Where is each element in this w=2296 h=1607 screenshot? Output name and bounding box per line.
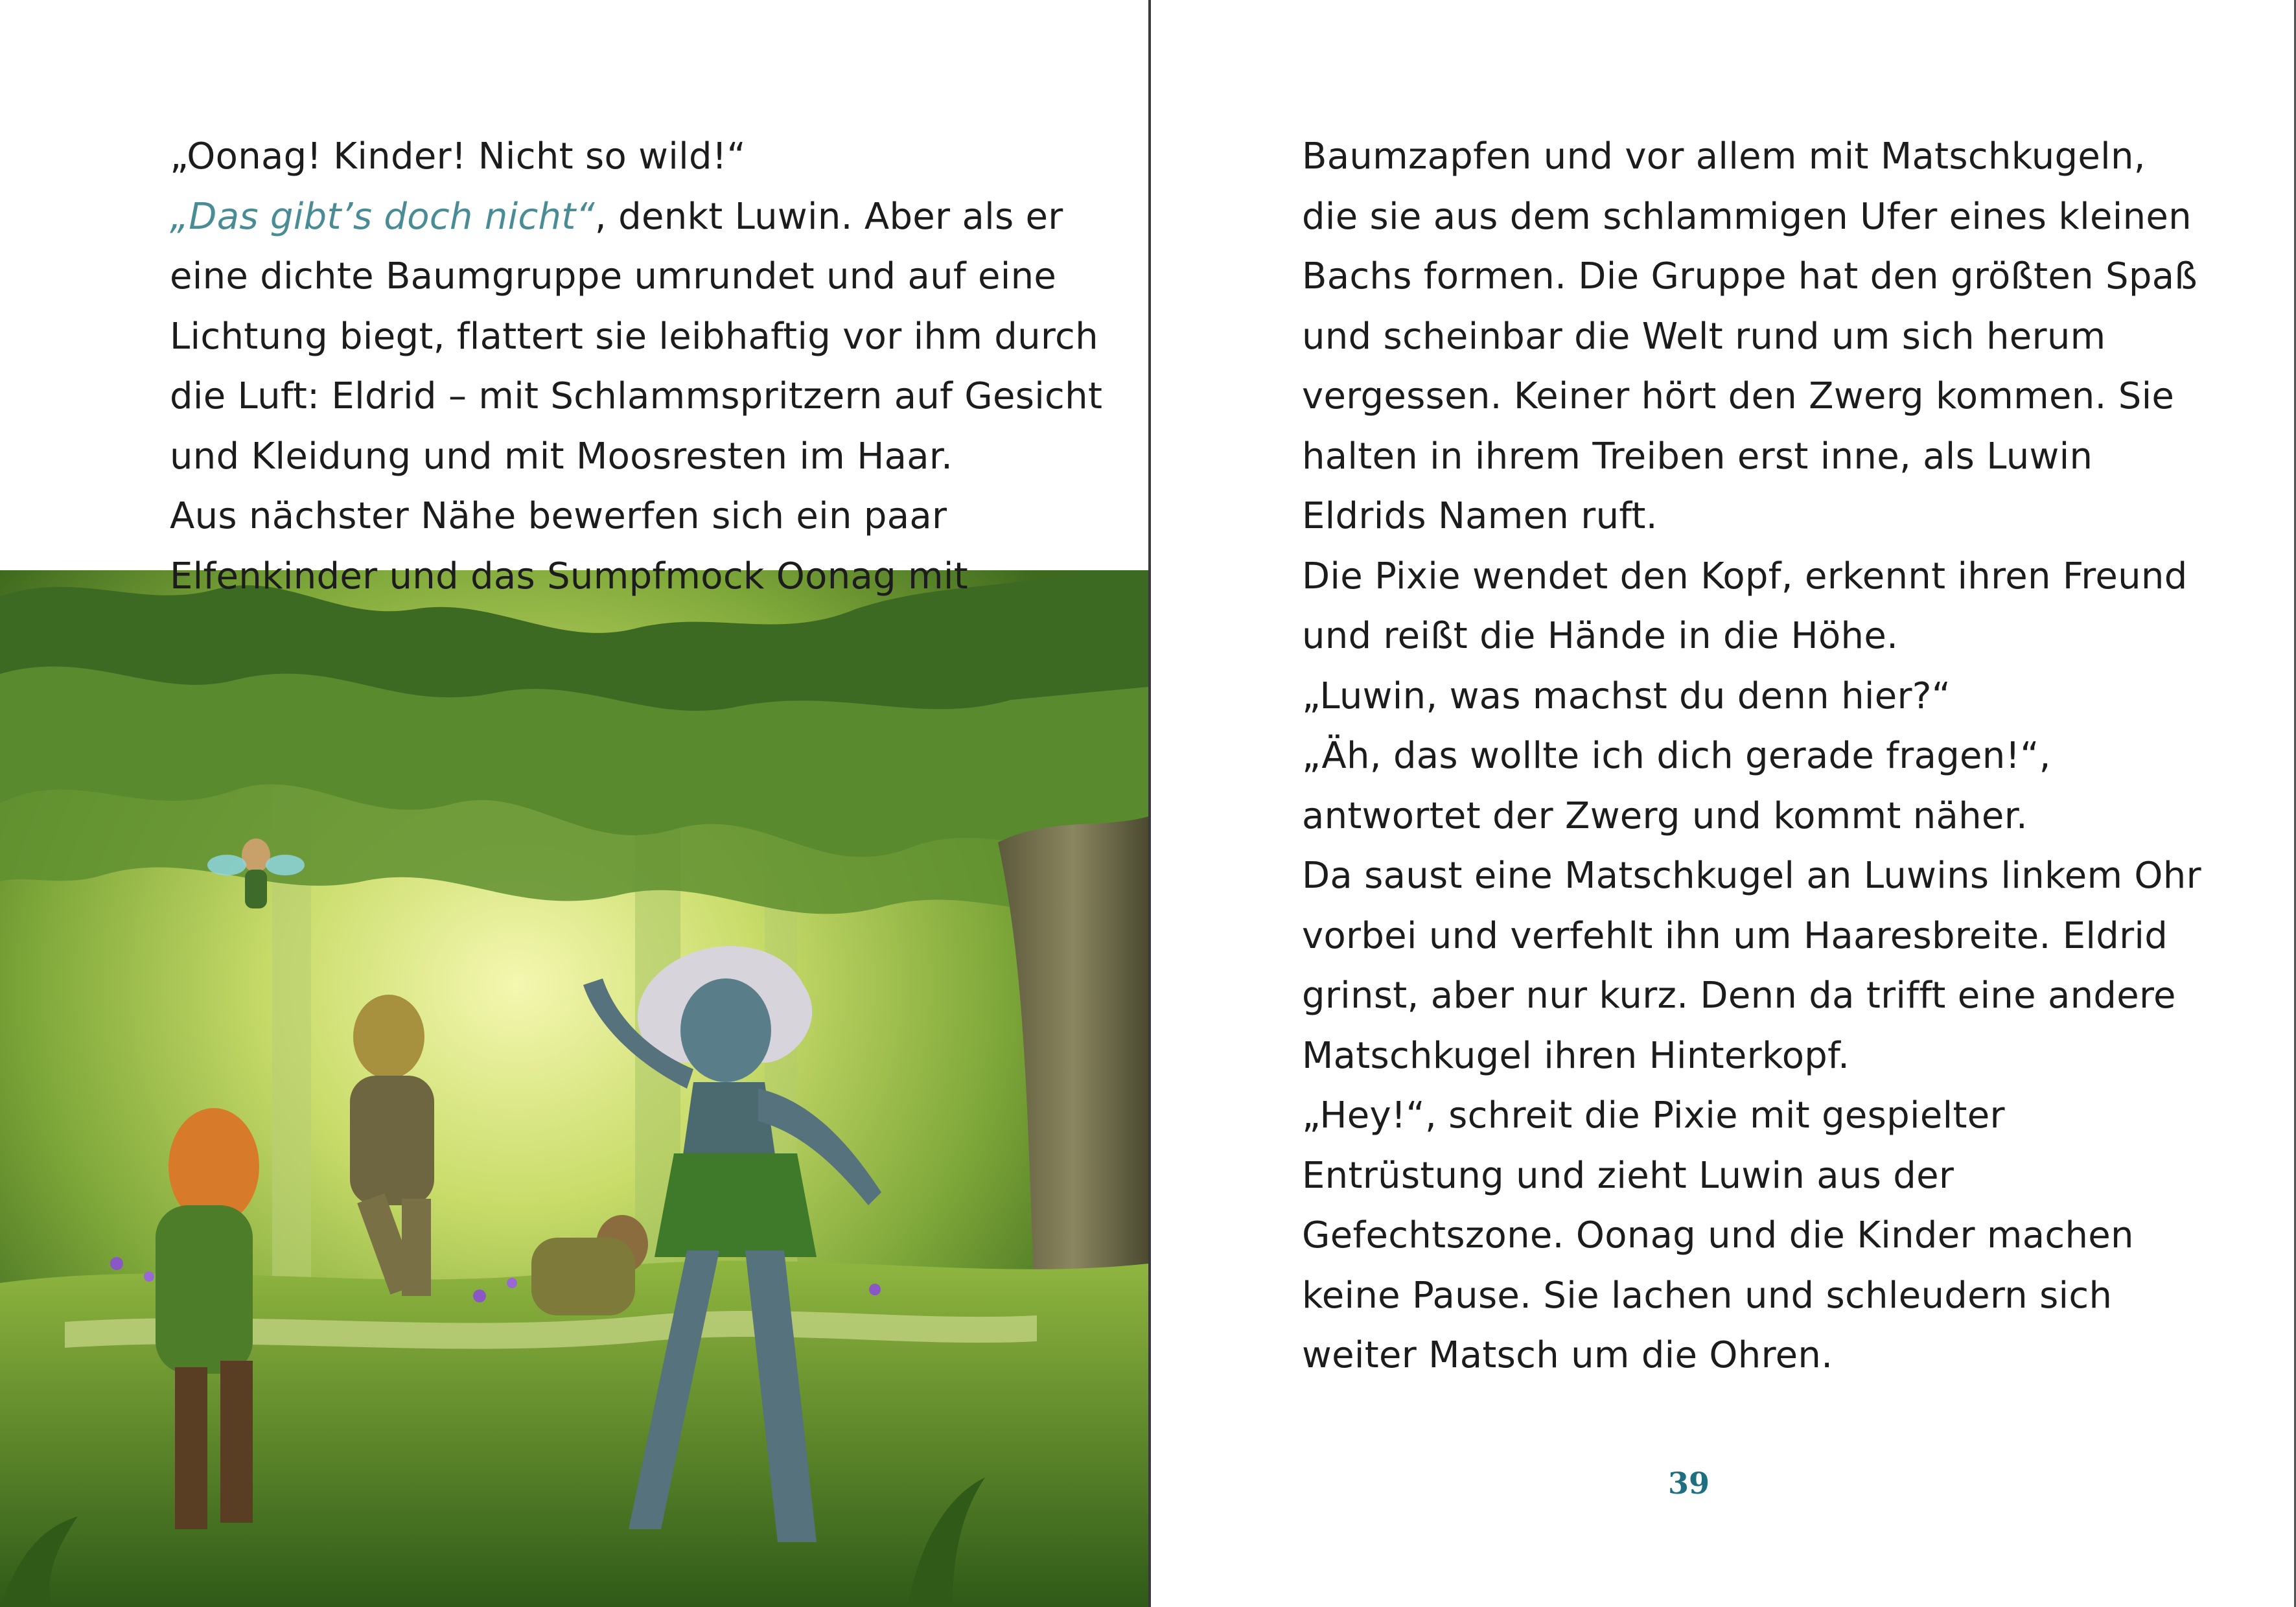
- text-line: „Luwin, was machst du denn hier?“: [1302, 675, 1951, 717]
- text-line: Baumzapfen und vor allem mit Matschkugeln,: [1302, 135, 2146, 178]
- text-fragment: , denkt Luwin. Aber als er: [594, 195, 1063, 238]
- text-line: Entrüstung und zieht Luwin aus der: [1302, 1154, 1954, 1197]
- text-line: Die Pixie wendet den Kopf, erkennt ihren Freund: [1302, 555, 2188, 597]
- text-line: Da saust eine Matschkugel an Luwins linkem Ohr: [1302, 855, 2201, 897]
- text-line: weiter Matsch um die Ohren.: [1302, 1334, 1833, 1376]
- text-line: Aus nächster Nähe bewerfen sich ein paar: [170, 495, 947, 537]
- text-line: die sie aus dem schlammigen Ufer eines kleinen: [1302, 195, 2192, 238]
- text-line: Gefechtszone. Oonag und die Kinder machen: [1302, 1214, 2134, 1256]
- text-line: und Kleidung und mit Moosresten im Haar.: [170, 435, 953, 478]
- text-line: vorbei und verfehlt ihn um Haaresbreite. Eldrid: [1302, 914, 2168, 957]
- text-line: vergessen. Keiner hört den Zwerg kommen. Sie: [1302, 375, 2175, 417]
- inner-thought: „Das gibt’s doch nicht“: [170, 195, 595, 238]
- text-line: Eldrids Namen ruft.: [1302, 495, 1658, 537]
- text-line: „Äh, das wollte ich dich gerade fragen!“,: [1302, 735, 2051, 777]
- forest-illustration: [0, 570, 1148, 1607]
- text-line: die Luft: Eldrid – mit Schlammspritzern auf Gesicht: [170, 375, 1103, 417]
- right-page: [1151, 0, 2296, 1607]
- text-line: „Oonag! Kinder! Nicht so wild!“: [170, 135, 746, 178]
- text-line: keine Pause. Sie lachen und schleudern sich: [1302, 1274, 2113, 1317]
- right-page-text: [1302, 127, 2209, 1386]
- text-line: Matschkugel ihren Hinterkopf.: [1302, 1034, 1850, 1077]
- text-line: eine dichte Baumgruppe umrundet und auf eine: [170, 255, 1057, 297]
- text-line: halten in ihrem Treiben erst inne, als Luwin: [1302, 435, 2093, 478]
- text-line: und scheinbar die Welt rund um sich herum: [1302, 315, 2106, 358]
- forest-scene-graphic: [0, 570, 1148, 1607]
- text-line: „Hey!“, schreit die Pixie mit gespielter: [1302, 1094, 2005, 1137]
- text-line: Lichtung biegt, flattert sie leibhaftig vor ihm durch: [170, 315, 1098, 358]
- text-line: antwortet der Zwerg und kommt näher.: [1302, 794, 2028, 837]
- text-line: grinst, aber nur kurz. Denn da trifft eine andere: [1302, 975, 2176, 1017]
- text-line: und reißt die Hände in die Höhe.: [1302, 615, 1899, 657]
- text-line-thought: [170, 187, 1077, 248]
- text-line: Elfenkinder und das Sumpfmock Oonag mit: [170, 555, 969, 597]
- page-number: 39: [1667, 1466, 1710, 1501]
- left-page-text: [170, 127, 1103, 607]
- text-line: Bachs formen. Die Gruppe hat den größten Spaß: [1302, 255, 2197, 297]
